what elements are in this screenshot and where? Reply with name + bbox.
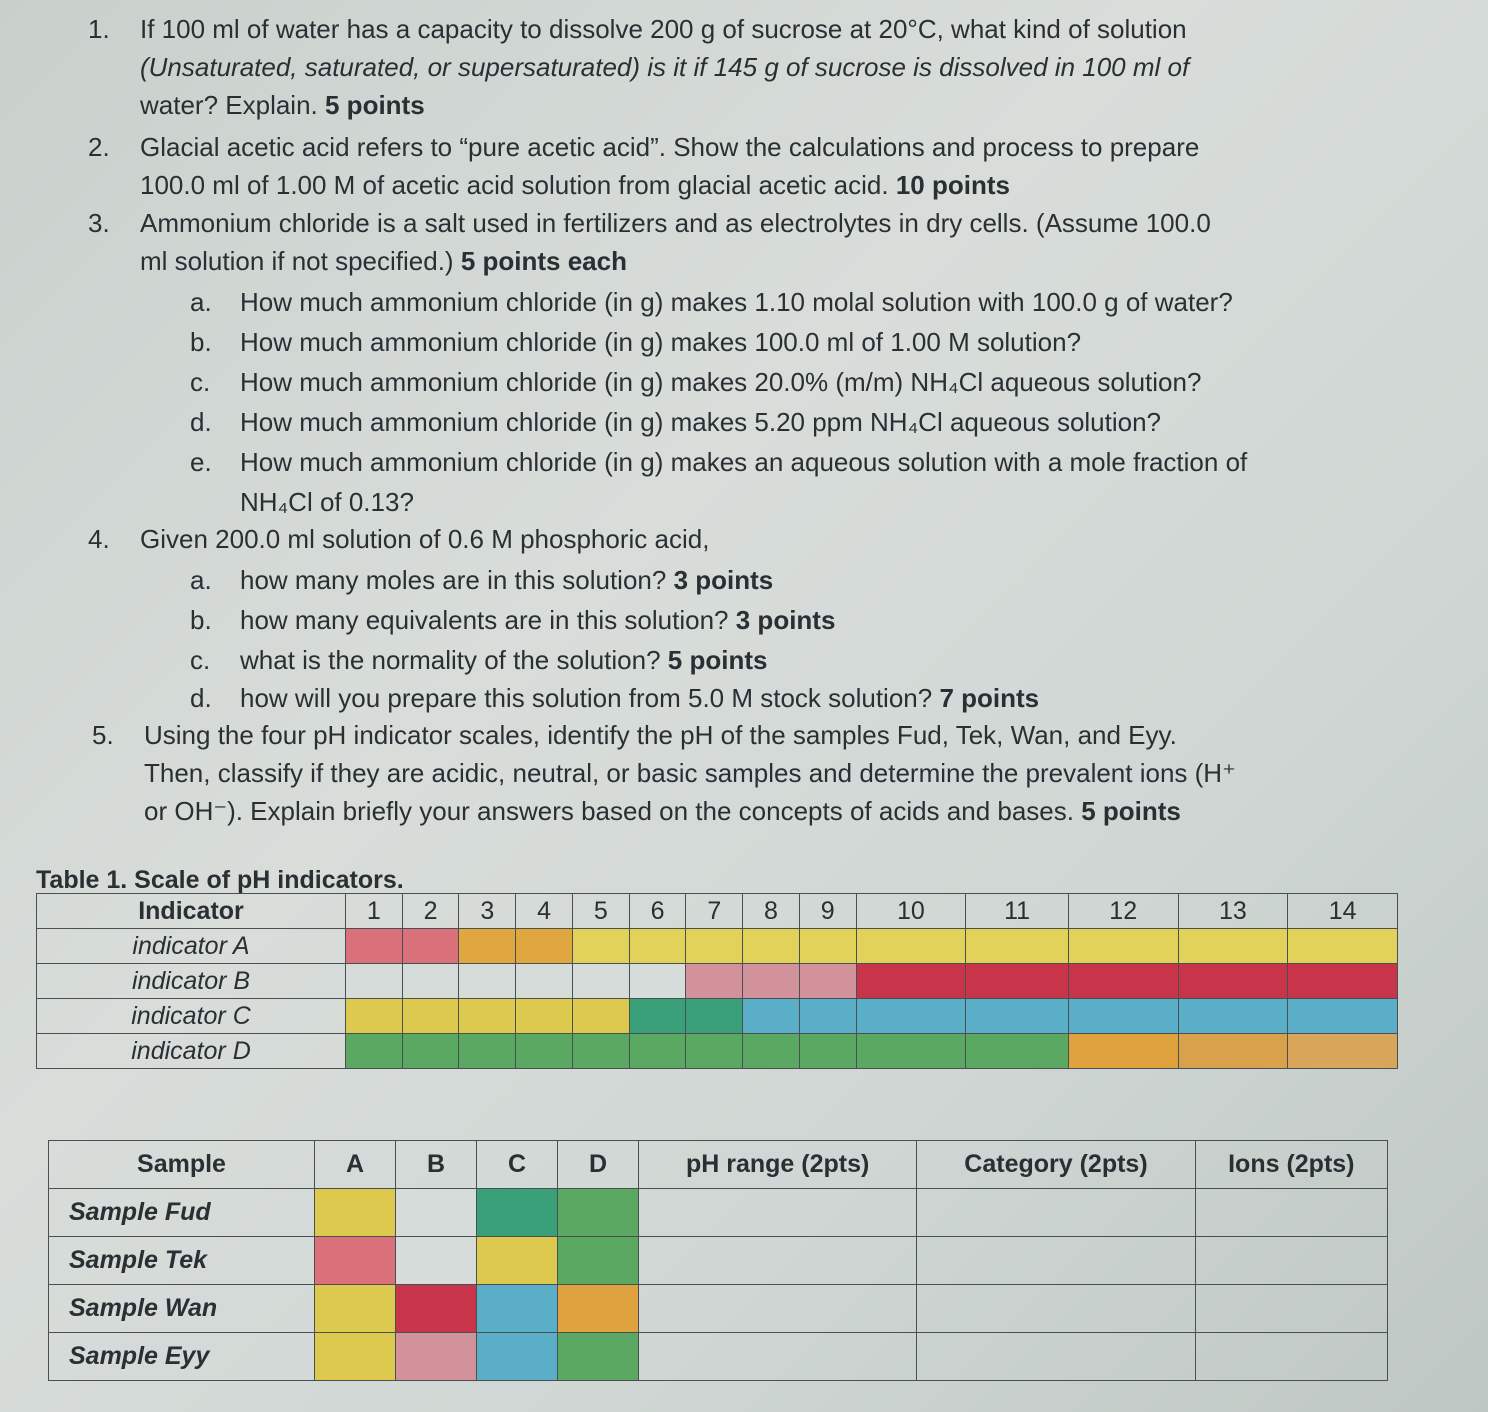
color-cell (396, 1189, 477, 1237)
ions-answer-cell[interactable] (1195, 1189, 1387, 1237)
color-cell (459, 964, 516, 999)
indicator-column-header: Indicator (37, 894, 346, 929)
color-cell (477, 1285, 558, 1333)
ph-header-2: 2 (402, 894, 459, 929)
color-cell (799, 929, 856, 964)
points-label: 3 points (735, 605, 836, 635)
color-cell (1178, 1034, 1288, 1069)
color-cell (402, 929, 459, 964)
color-cell (686, 964, 743, 999)
ph-header-11: 11 (966, 894, 1069, 929)
points-label: 5 points (667, 645, 768, 675)
color-cell (459, 999, 516, 1034)
table-row (49, 1285, 1388, 1333)
color-cell (1178, 964, 1288, 999)
question-text: Ammonium chloride is a salt used in fertilizers and as electrolytes in dry cells. (Assume 100.0 ml solution if not specified.) 5 points each (140, 208, 1211, 276)
ions-answer-cell[interactable] (1195, 1237, 1387, 1285)
question-text: Glacial acetic acid refers to “pure acetic acid”. Show the calculations and process to prepare 100.0 ml of 1.00 M of acetic acid solution from glacial acetic acid. 10 points (140, 132, 1200, 200)
question-5 (92, 716, 1392, 830)
column-header: pH range (2pts) (639, 1141, 917, 1189)
color-cell (315, 1285, 396, 1333)
color-cell (459, 929, 516, 964)
color-cell (1178, 929, 1288, 964)
question-number: 1. (88, 14, 110, 44)
color-cell (516, 964, 573, 999)
category-answer-cell[interactable] (917, 1333, 1195, 1381)
category-answer-cell[interactable] (917, 1237, 1195, 1285)
color-cell (686, 999, 743, 1034)
points-label: 10 points (895, 170, 1010, 200)
question-number: 3. (88, 208, 110, 238)
question-text: Using the four pH indicator scales, identify the pH of the samples Fud, Tek, Wan, and Eyy. Then, classify if they are acidic, neutral, or basic samples and determine the prevalent ions (H⁺ or OH⁻). Explain briefly your answers based on the concepts of acids and bases. 5 points (144, 720, 1236, 826)
color-cell (629, 929, 686, 964)
color-cell (1288, 999, 1398, 1034)
ph-header-13: 13 (1178, 894, 1288, 929)
column-header: B (396, 1141, 477, 1189)
color-cell (966, 964, 1069, 999)
ph-header-9: 9 (799, 894, 856, 929)
color-cell (1288, 929, 1398, 964)
color-cell (856, 1034, 966, 1069)
color-cell (1178, 999, 1288, 1034)
color-cell (629, 1034, 686, 1069)
points-label: 3 points (673, 565, 774, 595)
color-cell (572, 999, 629, 1034)
ph-range-answer-cell[interactable] (639, 1189, 917, 1237)
ions-answer-cell[interactable] (1195, 1285, 1387, 1333)
table-header-row (37, 894, 1398, 929)
ph-range-answer-cell[interactable] (639, 1285, 917, 1333)
indicator-name: indicator B (37, 964, 346, 999)
table-row (37, 999, 1398, 1034)
question-4 (88, 520, 1388, 560)
sample-answer-table (48, 1140, 1388, 1381)
color-cell (346, 999, 403, 1034)
color-cell (966, 929, 1069, 964)
sample-name: Sample Eyy (49, 1333, 315, 1381)
color-cell (629, 964, 686, 999)
ph-header-10: 10 (856, 894, 966, 929)
points-label: 5 points (325, 90, 425, 120)
color-cell (516, 929, 573, 964)
sample-name: Sample Wan (49, 1285, 315, 1333)
color-cell (1068, 999, 1178, 1034)
color-cell (346, 929, 403, 964)
color-cell (799, 999, 856, 1034)
color-cell (396, 1237, 477, 1285)
color-cell (402, 999, 459, 1034)
color-cell (856, 964, 966, 999)
color-cell (315, 1237, 396, 1285)
color-cell (396, 1285, 477, 1333)
ph-indicator-scale-table (36, 893, 1398, 1069)
indicator-name: indicator C (37, 999, 346, 1034)
ph-header-12: 12 (1068, 894, 1178, 929)
color-cell (799, 1034, 856, 1069)
color-cell (558, 1333, 639, 1381)
column-header: C (477, 1141, 558, 1189)
color-cell (558, 1189, 639, 1237)
question-3 (88, 204, 1388, 280)
points-label: 5 points each (460, 246, 627, 276)
color-cell (558, 1285, 639, 1333)
color-cell (686, 929, 743, 964)
worksheet-page: 1. If 100 ml of water has a capacity to dissolve 200 g of sucrose at 20°C, what kind of solution (Unsaturated, saturated, or supersaturated) is it if 145 g of sucrose is dissolved in 100 ml of water? Explain. 5 points 2. Glacial acetic acid refers to “pure acetic acid”. Show the calculations and process to prepare 100.0 ml of 1.00 M of acetic acid solution from glacial acetic acid. 10 points 3. Ammonium chloride is a salt used in fertilizers and as electrolytes in dry cells. (Assume 100.0 ml solution if not specified.) 5 points each a. How much ammonium chloride (in g) makes 1.10 molal solution with 100.0 g of water? b. How much ammonium chloride (in g) makes 100.0 ml of 1.00 M solution? c. How much ammonium chloride (in g) makes 20.0% (m/m) NH₄Cl aqueous solution? d. How much ammonium chloride (in g) makes 5.20 ppm NH₄Cl aqueous solution? e. How much ammonium chloride (in g) makes an aqueous solution with a mole fraction of NH₄Cl of 0.13? 4. Given 200.0 ml solution of 0.6 M phosphoric acid, a. how many moles are in this solution? 3 points b. how many equivalents are in this solution? 3 points c. what is the normality of the solution? 5 points d. how will you prepare this solution from 5.0 M stock solution? 7 points 5. Using the four pH indicator scales, identify the pH of the samples Fud, Tek, Wan, and Eyy. Then, classify if they are acidic, neutral, or basic samples and determine the prevalent ions (H⁺ or OH⁻). Explain briefly your answers based on the concepts of acids and bases. 5 points Table 1. Scale of pH indicators. Indicator 1 2 3 4 5 6 7 8 9 10 11 12 13 14 indicator A indicator B indicator C indicator D Sample A B C D pH range (2pts) Category (2pts) Ions (2pts) Sample Fud Sample Tek Sample Wan Sample Eyy (0, 0, 1488, 1412)
table-row (49, 1333, 1388, 1381)
color-cell (396, 1333, 477, 1381)
color-cell (315, 1189, 396, 1237)
color-cell (1068, 964, 1178, 999)
category-answer-cell[interactable] (917, 1189, 1195, 1237)
ph-range-answer-cell[interactable] (639, 1237, 917, 1285)
ph-header-1: 1 (346, 894, 403, 929)
column-header: Sample (49, 1141, 315, 1189)
color-cell (572, 1034, 629, 1069)
color-cell (516, 1034, 573, 1069)
table-row (37, 929, 1398, 964)
ph-header-7: 7 (686, 894, 743, 929)
question-number: 5. (92, 720, 114, 750)
indicator-name: indicator A (37, 929, 346, 964)
table-caption: Table 1. Scale of pH indicators. (36, 866, 404, 894)
ph-header-5: 5 (572, 894, 629, 929)
color-cell (629, 999, 686, 1034)
table-row (49, 1237, 1388, 1285)
column-header: A (315, 1141, 396, 1189)
table-row (37, 1034, 1398, 1069)
question-1 (88, 10, 1388, 124)
question-number: 4. (88, 524, 110, 554)
category-answer-cell[interactable] (917, 1285, 1195, 1333)
color-cell (1288, 964, 1398, 999)
ph-header-3: 3 (459, 894, 516, 929)
sample-name: Sample Tek (49, 1237, 315, 1285)
color-cell (966, 1034, 1069, 1069)
color-cell (856, 929, 966, 964)
color-cell (686, 1034, 743, 1069)
color-cell (743, 929, 800, 964)
color-cell (459, 1034, 516, 1069)
sample-name: Sample Fud (49, 1189, 315, 1237)
color-cell (315, 1333, 396, 1381)
ions-answer-cell[interactable] (1195, 1333, 1387, 1381)
color-cell (743, 1034, 800, 1069)
color-cell (346, 964, 403, 999)
color-cell (558, 1237, 639, 1285)
color-cell (346, 1034, 403, 1069)
color-cell (477, 1189, 558, 1237)
ph-header-4: 4 (516, 894, 573, 929)
table-row (37, 964, 1398, 999)
color-cell (966, 999, 1069, 1034)
ph-range-answer-cell[interactable] (639, 1333, 917, 1381)
points-label: 7 points (939, 683, 1040, 713)
color-cell (572, 964, 629, 999)
color-cell (743, 964, 800, 999)
column-header: Category (2pts) (917, 1141, 1195, 1189)
color-cell (477, 1333, 558, 1381)
color-cell (477, 1237, 558, 1285)
table-row (49, 1189, 1388, 1237)
ph-header-6: 6 (629, 894, 686, 929)
color-cell (572, 929, 629, 964)
question-text: Given 200.0 ml solution of 0.6 M phosphoric acid, (140, 524, 710, 554)
question-text: If 100 ml of water has a capacity to dissolve 200 g of sucrose at 20°C, what kind of solution (Unsaturated, saturated, or supersaturated) is it if 145 g of sucrose is dissolved in 100 ml of water? Explain. 5 points (140, 14, 1190, 120)
table-header-row (49, 1141, 1388, 1189)
color-cell (516, 999, 573, 1034)
column-header: D (558, 1141, 639, 1189)
color-cell (1068, 929, 1178, 964)
color-cell (743, 999, 800, 1034)
ph-header-8: 8 (743, 894, 800, 929)
color-cell (799, 964, 856, 999)
color-cell (1068, 1034, 1178, 1069)
indicator-name: indicator D (37, 1034, 346, 1069)
ph-header-14: 14 (1288, 894, 1398, 929)
color-cell (402, 1034, 459, 1069)
color-cell (1288, 1034, 1398, 1069)
points-label: 5 points (1081, 796, 1181, 826)
question-number: 2. (88, 132, 110, 162)
column-header: Ions (2pts) (1195, 1141, 1387, 1189)
color-cell (856, 999, 966, 1034)
question-2 (88, 128, 1388, 204)
color-cell (402, 964, 459, 999)
